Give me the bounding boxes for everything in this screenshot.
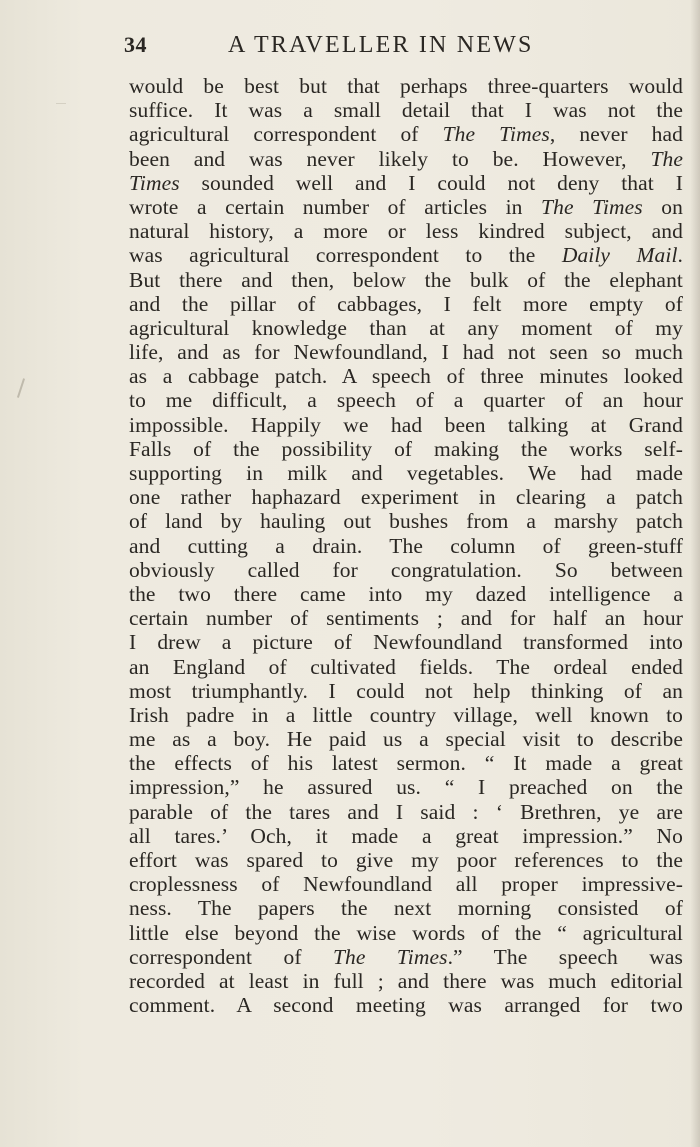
text-line: most triumphantly. I could not help thinking of an [129,678,683,703]
page-number: 34 [124,32,147,57]
text-line: and cutting a drain. The column of green-stuff [129,533,683,558]
text-line: been and was never likely to be. However, The [129,146,683,171]
text-line: But there and then, below the bulk of the elephant [129,267,683,292]
running-head: A TRAVELLER IN NEWS [228,32,534,58]
text-line: life, and as for Newfoundland, I had not seen so much [129,340,683,365]
text-line: agricultural correspondent of The Times, never had [129,122,683,147]
text-line: little else beyond the wise words of the “ agricultural [129,920,683,945]
text-line: comment. A second meeting was arranged for two [129,993,683,1018]
text-line: suffice. It was a small detail that I was not the [129,98,683,123]
paper-blemish [17,378,25,397]
text-line: to me difficult, a speech of a quarter of an hour [129,388,683,413]
text-line: of land by hauling out bushes from a marshy patch [129,509,683,534]
page-header [124,30,683,64]
text-line: the effects of his latest sermon. “ It made a great [129,751,683,776]
text-line: the two there came into my dazed intelligence a [129,581,683,606]
text-line: one rather haphazard experiment in clearing a patch [129,485,683,510]
text-line: ness. The papers the next morning consisted of [129,896,683,921]
paper-blemish [56,103,66,104]
text-line: would be best but that perhaps three-quarters would [129,74,683,98]
text-line: agricultural knowledge than at any moment of my [129,315,683,340]
text-line: as a cabbage patch. A speech of three minutes looked [129,364,683,389]
text-line: croplessness of Newfoundland all proper impressive- [129,872,683,897]
text-line: I drew a picture of Newfoundland transformed into [129,630,683,655]
text-line: natural history, a more or less kindred subject, and [129,219,683,244]
page-edge-shadow [690,0,700,1147]
text-line: impression,” he assured us. “ I preached on the [129,775,683,800]
body-text [129,74,683,1017]
text-line: Times sounded well and I could not deny that I [129,170,683,195]
text-line: effort was spared to give my poor references to the [129,848,683,872]
text-line: wrote a certain number of articles in The Times on [129,194,683,219]
text-line: Falls of the possibility of making the works self- [129,436,683,461]
text-line: recorded at least in full ; and there was much editorial [129,968,683,993]
text-line: all tares.’ Och, it made a great impression.” No [129,823,683,848]
text-line: impossible. Happily we had been talking at Grand [129,412,683,437]
text-line: Irish padre in a little country village, well known to [129,702,683,727]
text-line: an England of cultivated fields. The ordeal ended [129,654,683,679]
text-line: parable of the tares and I said : ‘ Brethren, ye are [129,799,683,824]
text-line: and the pillar of cabbages, I felt more empty of [129,291,683,316]
text-line: was agricultural correspondent to the Daily Mail. [129,243,684,268]
text-line: me as a boy. He paid us a special visit to describe [129,727,683,752]
text-line: correspondent of The Times.” The speech was [129,944,683,969]
text-line: supporting in milk and vegetables. We had made [129,461,683,485]
text-line: certain number of sentiments ; and for half an hour [129,606,683,631]
text-line: obviously called for congratulation. So between [129,557,683,582]
